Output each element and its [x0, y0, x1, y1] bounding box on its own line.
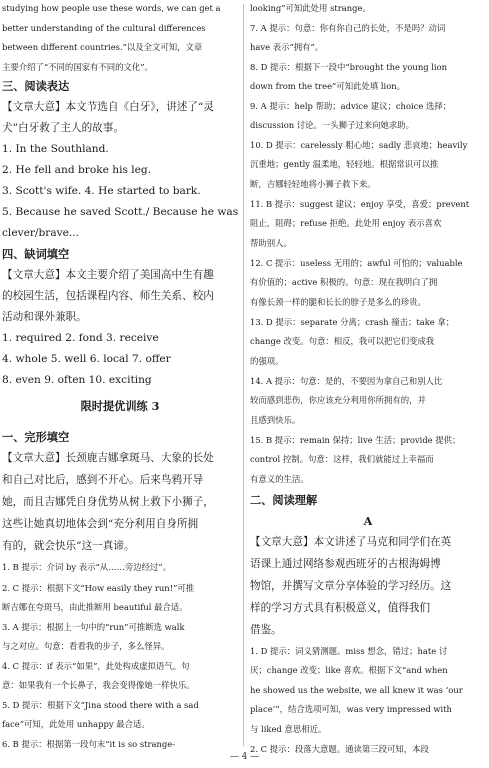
left-text-line: 三、阅读表达 — [2, 79, 70, 93]
left-text-line: 有的，就会快乐”这一真谛。 — [2, 540, 135, 552]
right-text-line: 厌；change 改变；like 喜欢。根据下文“and when — [250, 665, 448, 675]
column-divider — [243, 4, 244, 746]
left-text-line: face”可知，此处用 unhappy 最合适。 — [2, 719, 150, 729]
right-text-line: 13. D 提示：separate 分离；crash 撞击；take 拿； — [250, 317, 455, 327]
right-text-line: 帮助别人。 — [250, 238, 292, 248]
right-text-line: 有意义的生活。 — [250, 474, 309, 484]
right-text-line: 15. B 提示：remain 保持；live 生活；provide 提供； — [250, 435, 461, 445]
right-text-line: 的强项。 — [250, 356, 284, 366]
right-text-line: 有像长颈一样的腿和长长的脖子是多么的珍贵。 — [250, 297, 426, 307]
left-text-line: 4. whole 5. well 6. local 7. offer — [2, 353, 171, 365]
right-text-line: 阻止，阻碍；refuse 拒绝。此处用 enjoy 表示喜欢 — [250, 218, 442, 228]
right-text-line: 样的学习方式具有积极意义，值得我们 — [250, 602, 431, 614]
right-text-line: 二、阅读理解 — [250, 493, 318, 507]
right-text-line: 物馆，并撰写文章分享体验的学习经历。这 — [250, 580, 452, 592]
left-text-line: studying how people use these words, we can get a — [2, 3, 221, 13]
left-text-line: 3. Scott's wife. 4. He started to bark. — [2, 185, 201, 197]
left-text-line: 2. He fell and broke his leg. — [2, 164, 152, 176]
right-text-line: 有价值的；active 积极的。句意：现在我明白了拥 — [250, 277, 438, 287]
left-text-line: 5. D 提示：根据下文“Jina stood there with a sad — [2, 700, 199, 710]
right-text-line: 12. C 提示：useless 无用的；awful 可怕的；valuable — [250, 258, 463, 268]
right-text-line: 断，吉娜轻轻地将小狮子救下来。 — [250, 179, 376, 189]
right-text-line: he showed us the website, we all knew it was ‘our — [250, 685, 463, 695]
left-text-line: 和自己对比后，感到不开心。后来鸟鸦开导 — [2, 474, 204, 486]
left-text-line: 6. B 提示：根据第一段句末“it is so strange- — [2, 739, 176, 749]
right-text-line: 2. C 提示：段落大意题。通读第三段可知，本段 — [250, 744, 429, 754]
left-text-line: 【文章大意】长颈鹿吉娜拿斑马、大象的长处 — [2, 452, 214, 464]
right-text-line: 与 liked 意思相近。 — [250, 724, 327, 734]
left-text-line: 3. A 提示：根据上一句中的“run”可推断选 walk — [2, 622, 185, 632]
left-text-line: 【文章大意】本文主要介绍了美国高中生有趣 — [2, 269, 214, 281]
left-text-line: 1. required 2. fond 3. receive — [2, 332, 159, 344]
right-text-line: A — [363, 514, 373, 528]
right-text-line: 10. D 提示：carelessly 粗心地；sadly 悲哀地；heavily — [250, 140, 468, 150]
right-text-line: change 改变。句意：相反，我可以把它们变成我 — [250, 336, 435, 346]
right-text-line: have 表示“拥有”。 — [250, 42, 324, 52]
right-text-line: 8. D 提示：根据下一段中“brought the young lion — [250, 62, 448, 72]
left-text-line: 主要介绍了“不同的国家有不同的文化”。 — [2, 62, 153, 72]
right-text-line: 较而感到悲伤，你应该充分利用你所拥有的，并 — [250, 395, 426, 405]
left-text-line: 的校园生活，包括课程内容、师生关系、校内 — [2, 290, 214, 302]
right-text-line: looking”可知此处用 strange。 — [250, 3, 371, 13]
left-text-line: 断吉娜在夸斑马，由此推断用 beautiful 最合适。 — [2, 602, 188, 612]
right-text-line: 借鉴。 — [250, 624, 282, 636]
right-text-line: 语课上通过网络参观西班牙的古根海姆博 — [250, 558, 441, 570]
right-text-line: 1. D 提示：词义猜测题。miss 想念，错过；hate 讨 — [250, 646, 448, 656]
right-text-line: place’”，结合选项可知，was very impressed with — [250, 704, 452, 714]
right-text-line: discussion 讨论。一头狮子过来向她求助。 — [250, 120, 415, 130]
left-text-line: between different countries.”以及全文可知，文章 — [2, 42, 203, 52]
right-text-line: 9. A 提示：help 帮助；advice 建议；choice 选择； — [250, 101, 452, 111]
left-text-line: 1. B 提示：介词 by 表示“从……旁边经过”。 — [2, 562, 172, 572]
right-text-line: 7. A 提示：句意：你有你自己的长处，不是吗？动词 — [250, 23, 446, 33]
left-text-line: 8. even 9. often 10. exciting — [2, 374, 152, 386]
left-text-line: 4. C 提示：if 表示“如果”，此处构成虚拟语气。句 — [2, 661, 190, 671]
right-text-line: down from the tree”可知此处填 lion。 — [250, 81, 406, 91]
left-text-line: 限时提优训练 3 — [80, 399, 160, 413]
left-text-line: better understanding of the cultural differences — [2, 23, 206, 33]
left-text-line: 这些让她真切地体会到“充分利用自身所拥 — [2, 518, 199, 530]
right-text-line: control 控制。句意：这样，我们就能过上幸福而 — [250, 454, 434, 464]
right-text-line: 沉重地；gently 温柔地，轻轻地。根据常识可以推 — [250, 159, 439, 169]
left-text-line: 意：如果我有一个长鼻子，我会变得像她一样快乐。 — [2, 680, 195, 690]
left-text-line: 与之对应。句意：看看我的步子，多么怪异。 — [2, 641, 170, 651]
right-text-line: 【文章大意】本文讲述了马克和同学们在英 — [250, 536, 452, 548]
left-text-line: clever/brave... — [2, 227, 79, 239]
right-text-line: 14. A 提示：句意：是的，不要因为拿自己和别人比 — [250, 376, 443, 386]
right-text-line: 且感到快乐。 — [250, 415, 301, 425]
left-text-line: 2. C 提示：根据下文“How easily they run!”可推 — [2, 583, 195, 593]
left-text-line: 她，而且吉娜凭自身优势从树上救下小狮子， — [2, 496, 214, 508]
left-text-line: 5. Because he saved Scott./ Because he was — [2, 206, 239, 218]
left-text-line: 1. In the Southland. — [2, 143, 109, 155]
left-text-line: 一、完形填空 — [2, 430, 70, 444]
left-text-line: 活动和课外兼职。 — [2, 311, 87, 323]
left-text-line: 犬”白牙救了主人的故事。 — [2, 122, 124, 134]
page-number: — 4 — — [229, 752, 260, 762]
left-text-line: 四、缺词填空 — [2, 247, 70, 261]
left-text-line: 【文章大意】本文节选自《白牙》，讲述了“灵 — [2, 101, 214, 113]
right-text-line: 11. B 提示：suggest 建议；enjoy 享受，喜爱；prevent — [250, 199, 470, 209]
